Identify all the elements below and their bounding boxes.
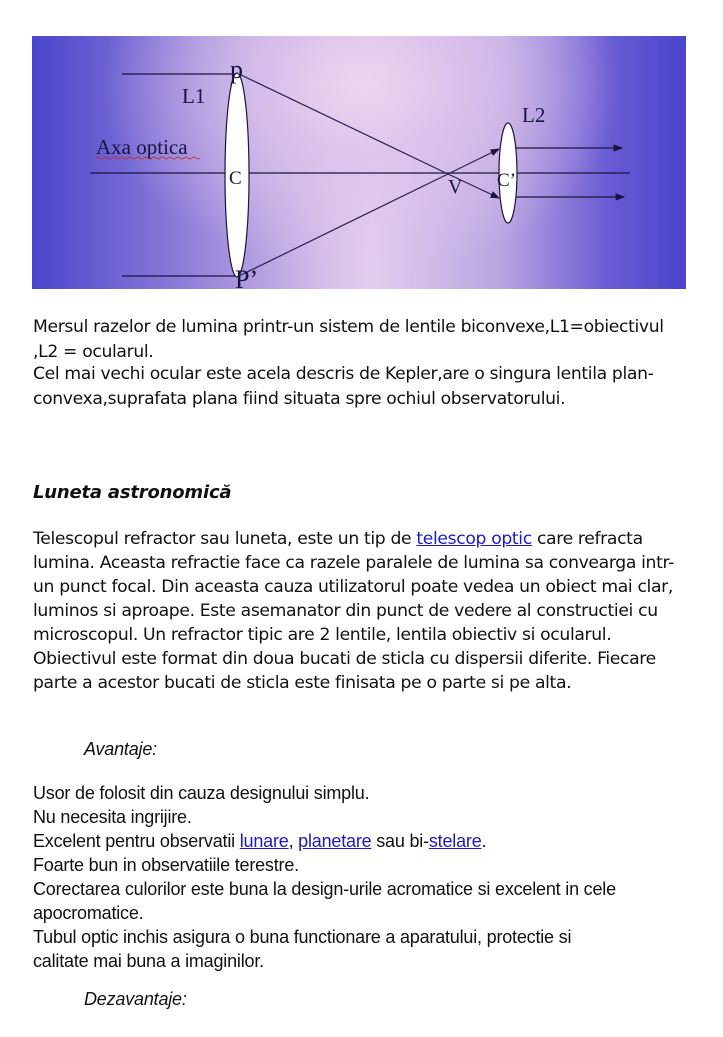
- body-line-6: Obiectivul este format din doua bucati de sticla cu dispersii diferite. Fiecare: [33, 649, 656, 669]
- label-p-top: p: [230, 55, 243, 84]
- stelare-link[interactable]: stelare: [428, 831, 482, 851]
- body-line-3: un punct focal. Din aceasta cauza utilizatorul poate vedea un obiect mai clar,: [33, 577, 673, 597]
- label-l1: L1: [182, 84, 206, 108]
- label-c: C: [229, 168, 242, 189]
- optics-diagram: [32, 36, 686, 289]
- body-line-2: lumina. Aceasta refractie face ca razele paralele de lumina sa convearga intr-: [33, 553, 674, 573]
- advantage-item-2: Nu necesita ingrijire.: [33, 807, 192, 827]
- label-axa-optica: Axa optica: [96, 135, 188, 159]
- body-line-5: microscopul. Un refractor tipic are 2 lentile, lentila obiectiv si ocularul.: [33, 625, 612, 645]
- advantage-item-6-line-2: calitate mai buna a imaginilor.: [33, 951, 264, 971]
- label-c-prime: C’: [497, 170, 516, 191]
- body-line-1-before: Telescopul refractor sau luneta, este un tip de: [33, 529, 417, 549]
- advantage-item-5-line-1: Corectarea culorilor este buna la design-urile acromatice si excelent in cele: [33, 879, 616, 899]
- ray-top-to-focus: [239, 74, 448, 174]
- kepler-line-1: Cel mai vechi ocular este acela descris de Kepler,are o singura lentila plan-: [33, 364, 654, 384]
- caption-line-2: ,L2 = ocularul.: [33, 342, 154, 362]
- optics-diagram-svg: [32, 36, 686, 289]
- kepler-line-2: convexa,suprafata plana fiind situata spre ochiul observatorului.: [33, 389, 566, 409]
- advantage-item-3-end: .: [481, 831, 487, 851]
- body-line-1: [33, 527, 643, 551]
- advantage-item-3-mid: sau bi-: [371, 831, 429, 851]
- telescop-optic-link[interactable]: telescop optic: [416, 529, 532, 549]
- label-v: V: [448, 176, 463, 198]
- advantages-heading: Avantaje:: [84, 739, 157, 759]
- advantage-item-6-line-1: Tubul optic inchis asigura o buna functionare a aparatului, protectie si: [33, 927, 572, 947]
- advantage-item-3-before: Excelent pentru observatii: [33, 831, 240, 851]
- disadvantages-heading: Dezavantaje:: [84, 989, 187, 1009]
- section-heading: Luneta astronomică: [33, 482, 232, 503]
- advantage-item-3-sep: ,: [288, 831, 299, 851]
- advantage-item-5-line-2: apocromatice.: [33, 903, 144, 923]
- advantage-item-3: [33, 829, 486, 853]
- body-line-1-after: care refracta: [531, 529, 643, 549]
- planetare-link[interactable]: planetare: [298, 831, 372, 851]
- label-l2: L2: [522, 103, 546, 127]
- advantage-item-4: Foarte bun in observatiile terestre.: [33, 855, 299, 875]
- lunare-link[interactable]: lunare: [239, 831, 289, 851]
- advantage-item-1: Usor de folosit din cauza designului simplu.: [33, 783, 370, 803]
- ray-focus-to-l2-top: [448, 149, 499, 174]
- ray-bottom-to-focus: [239, 174, 448, 276]
- caption-line-1: Mersul razelor de lumina printr-un sistem de lentile biconvexe,L1=obiectivul: [33, 317, 664, 337]
- body-line-7: parte a acestor bucati de sticla este finisata pe o parte si pe alta.: [33, 673, 572, 693]
- body-line-4: luminos si aproape. Este asemanator din punct de vedere al constructiei cu: [33, 601, 658, 621]
- label-p-bottom: P’: [235, 265, 259, 289]
